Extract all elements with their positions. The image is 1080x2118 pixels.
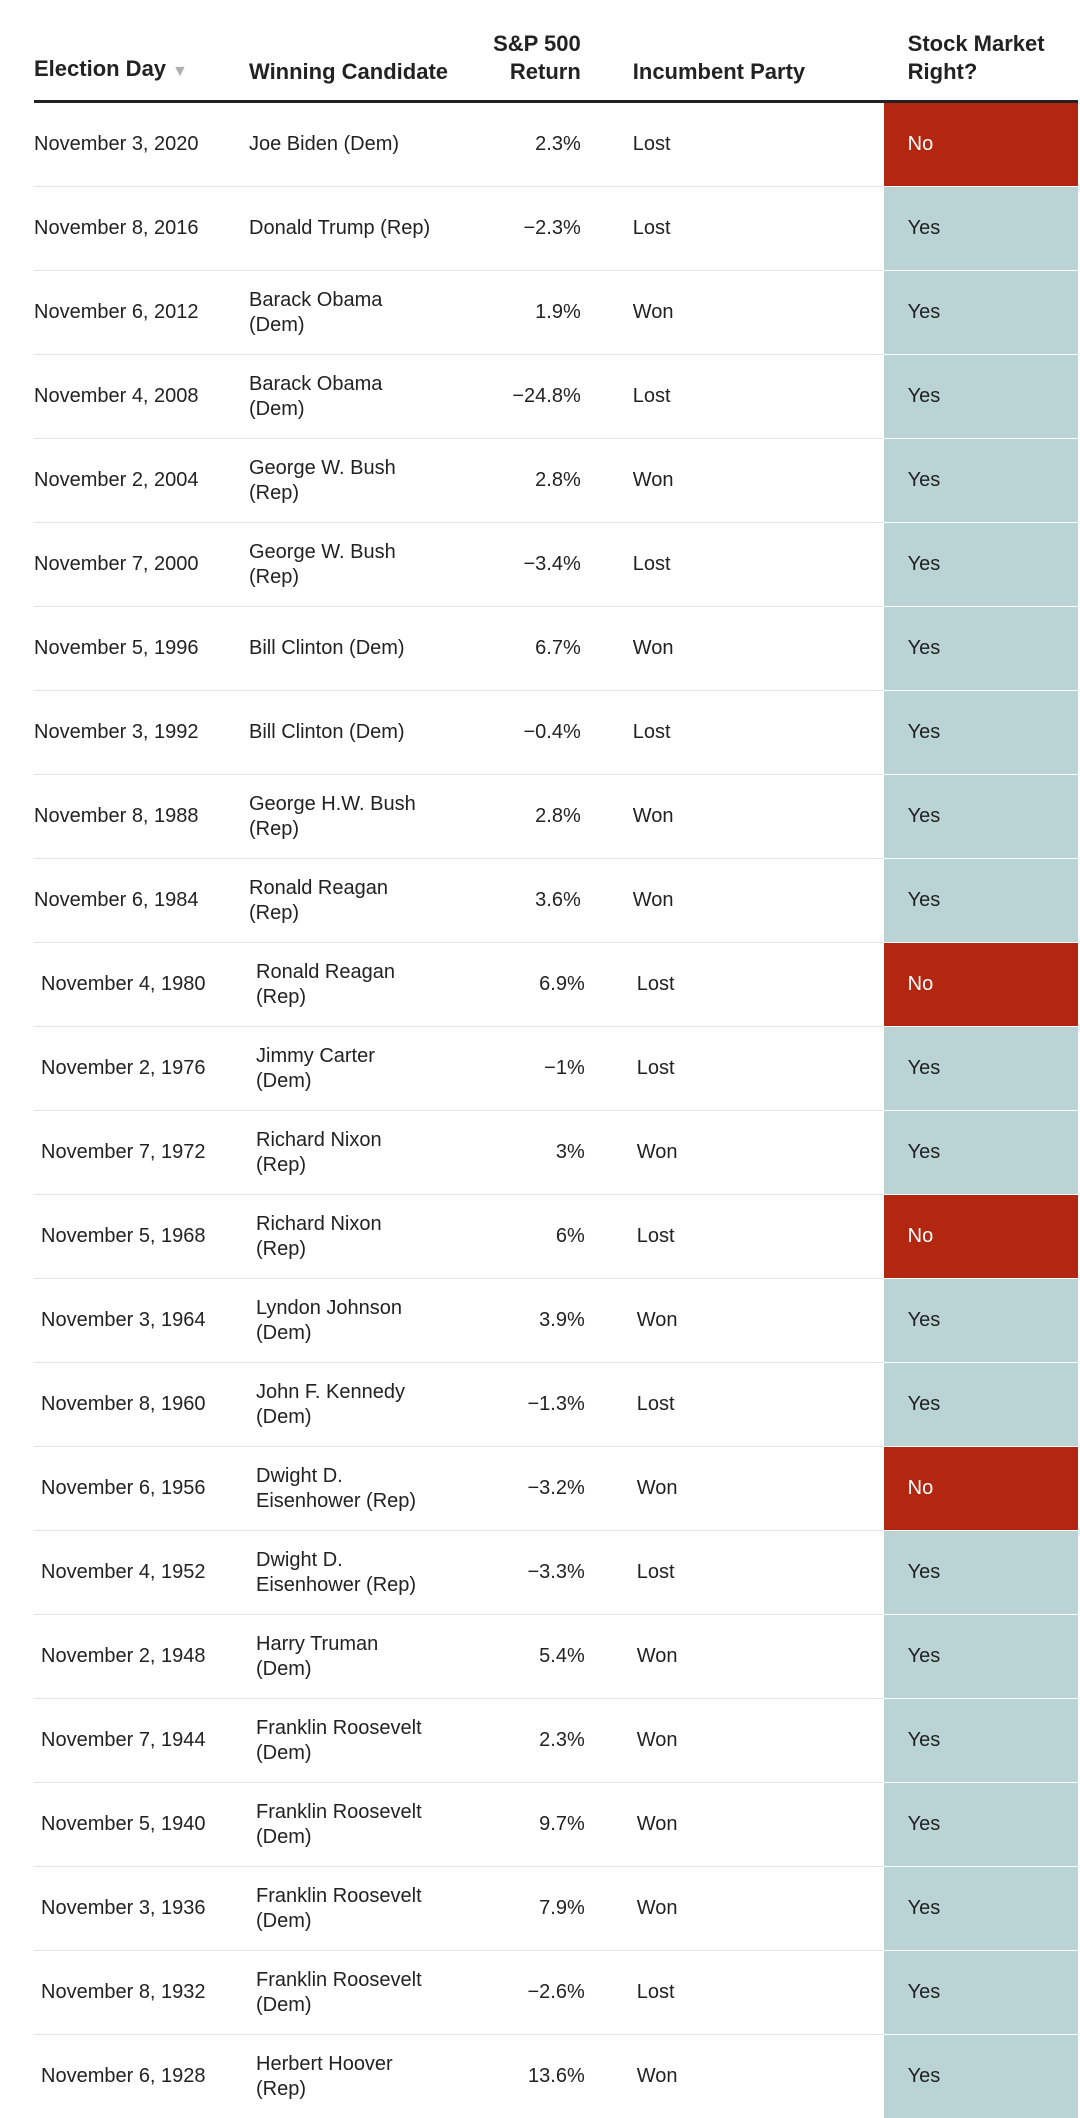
winning-candidate-cell: George H.W. Bush (Rep) — [249, 775, 456, 859]
incumbent-party-cell: Won — [611, 859, 884, 943]
incumbent-party-cell: Won — [611, 1699, 884, 1783]
incumbent-party-cell: Lost — [611, 1363, 884, 1447]
incumbent-party-cell: Won — [611, 1783, 884, 1867]
incumbent-party-cell: Lost — [611, 691, 884, 775]
winning-candidate-cell: Joe Biden (Dem) — [249, 102, 456, 187]
incumbent-party-cell: Lost — [611, 1027, 884, 1111]
column-header-sp500-return[interactable]: S&P 500 Return — [456, 12, 611, 102]
winning-candidate-cell: Richard Nixon (Rep) — [249, 1195, 456, 1279]
incumbent-party-cell: Won — [611, 607, 884, 691]
winning-candidate-cell: Dwight D. Eisenhower (Rep) — [249, 1531, 456, 1615]
sp500-return-cell: 3% — [456, 1111, 611, 1195]
winning-candidate-cell: Dwight D. Eisenhower (Rep) — [249, 1447, 456, 1531]
table-row — [34, 1027, 1078, 1111]
table-row — [34, 1615, 1078, 1699]
stock-market-right-cell: Yes — [884, 1531, 1078, 1615]
table-row — [34, 1951, 1078, 2035]
incumbent-party-cell: Won — [611, 775, 884, 859]
election-date-cell: November 8, 1932 — [34, 1951, 249, 2035]
election-date-cell: November 6, 1984 — [34, 859, 249, 943]
sp500-return-cell: 2.8% — [456, 439, 611, 523]
election-date-cell: November 4, 2008 — [34, 355, 249, 439]
table-body — [34, 102, 1078, 2118]
election-date-cell: November 5, 1968 — [34, 1195, 249, 1279]
incumbent-party-cell: Won — [611, 1867, 884, 1951]
election-date-cell: November 7, 2000 — [34, 523, 249, 607]
table-row — [34, 439, 1078, 523]
stock-market-right-cell: Yes — [884, 523, 1078, 607]
incumbent-party-cell: Lost — [611, 102, 884, 187]
stock-market-right-cell: Yes — [884, 691, 1078, 775]
winning-candidate-cell: Ronald Reagan (Rep) — [249, 943, 456, 1027]
table-row — [34, 1195, 1078, 1279]
incumbent-party-cell: Lost — [611, 523, 884, 607]
sp500-return-cell: 3.9% — [456, 1279, 611, 1363]
sp500-return-cell: 3.6% — [456, 859, 611, 943]
winning-candidate-cell: Bill Clinton (Dem) — [249, 607, 456, 691]
stock-market-right-cell: No — [884, 102, 1078, 187]
incumbent-party-cell: Won — [611, 2035, 884, 2118]
stock-market-right-cell: Yes — [884, 607, 1078, 691]
incumbent-party-cell: Lost — [611, 187, 884, 271]
table-row — [34, 607, 1078, 691]
sp500-return-cell: −0.4% — [456, 691, 611, 775]
stock-market-right-cell: Yes — [884, 1699, 1078, 1783]
sp500-return-cell: 9.7% — [456, 1783, 611, 1867]
election-date-cell: November 7, 1944 — [34, 1699, 249, 1783]
table-header — [34, 12, 1078, 102]
election-date-cell: November 2, 1948 — [34, 1615, 249, 1699]
incumbent-party-cell: Lost — [611, 1195, 884, 1279]
stock-market-right-cell: Yes — [884, 859, 1078, 943]
sp500-return-cell: 5.4% — [456, 1615, 611, 1699]
incumbent-party-cell: Lost — [611, 1951, 884, 2035]
stock-market-right-cell: Yes — [884, 1615, 1078, 1699]
stock-market-right-cell: Yes — [884, 1279, 1078, 1363]
incumbent-party-cell: Won — [611, 271, 884, 355]
incumbent-party-cell: Won — [611, 439, 884, 523]
winning-candidate-cell: Herbert Hoover (Rep) — [249, 2035, 456, 2118]
election-date-cell: November 7, 1972 — [34, 1111, 249, 1195]
stock-market-right-cell: Yes — [884, 355, 1078, 439]
table-row — [34, 1699, 1078, 1783]
table-row — [34, 1867, 1078, 1951]
winning-candidate-cell: Franklin Roosevelt (Dem) — [249, 1699, 456, 1783]
table-row — [34, 859, 1078, 943]
table-row — [34, 1279, 1078, 1363]
election-date-cell: November 6, 2012 — [34, 271, 249, 355]
election-date-cell: November 5, 1996 — [34, 607, 249, 691]
incumbent-party-cell: Lost — [611, 943, 884, 1027]
header-row — [34, 12, 1078, 102]
election-date-cell: November 3, 1936 — [34, 1867, 249, 1951]
winning-candidate-cell: Ronald Reagan (Rep) — [249, 859, 456, 943]
incumbent-party-cell: Lost — [611, 355, 884, 439]
table-row — [34, 1111, 1078, 1195]
stock-market-right-cell: Yes — [884, 2035, 1078, 2118]
table-row — [34, 523, 1078, 607]
sp500-return-cell: 13.6% — [456, 2035, 611, 2118]
election-date-cell: November 3, 2020 — [34, 102, 249, 187]
election-date-cell: November 2, 2004 — [34, 439, 249, 523]
election-date-cell: November 3, 1964 — [34, 1279, 249, 1363]
column-header-incumbent-party[interactable]: Incumbent Party — [611, 12, 884, 102]
sp500-return-cell: −3.3% — [456, 1531, 611, 1615]
incumbent-party-cell: Won — [611, 1615, 884, 1699]
election-results-table — [34, 12, 1078, 2118]
sp500-return-cell: 2.3% — [456, 1699, 611, 1783]
sp500-return-cell: −1% — [456, 1027, 611, 1111]
stock-market-right-cell: Yes — [884, 1111, 1078, 1195]
winning-candidate-cell: George W. Bush (Rep) — [249, 523, 456, 607]
election-date-cell: November 8, 1988 — [34, 775, 249, 859]
table-row — [34, 943, 1078, 1027]
winning-candidate-cell: Lyndon Johnson (Dem) — [249, 1279, 456, 1363]
sp500-return-cell: 6.9% — [456, 943, 611, 1027]
stock-market-right-cell: No — [884, 1447, 1078, 1531]
winning-candidate-cell: Donald Trump (Rep) — [249, 187, 456, 271]
stock-market-right-cell: Yes — [884, 775, 1078, 859]
winning-candidate-cell: George W. Bush (Rep) — [249, 439, 456, 523]
incumbent-party-cell: Won — [611, 1447, 884, 1531]
winning-candidate-cell: Barack Obama (Dem) — [249, 355, 456, 439]
election-date-cell: November 8, 2016 — [34, 187, 249, 271]
sp500-return-cell: 2.8% — [456, 775, 611, 859]
winning-candidate-cell: Richard Nixon (Rep) — [249, 1111, 456, 1195]
sp500-return-cell: 1.9% — [456, 271, 611, 355]
incumbent-party-cell: Won — [611, 1279, 884, 1363]
incumbent-party-cell: Won — [611, 1111, 884, 1195]
sp500-return-cell: −3.2% — [456, 1447, 611, 1531]
sp500-return-cell: 6% — [456, 1195, 611, 1279]
sp500-return-cell: −2.3% — [456, 187, 611, 271]
election-date-cell: November 5, 1940 — [34, 1783, 249, 1867]
winning-candidate-cell: Barack Obama (Dem) — [249, 271, 456, 355]
election-date-cell: November 6, 1956 — [34, 1447, 249, 1531]
winning-candidate-cell: Franklin Roosevelt (Dem) — [249, 1951, 456, 2035]
stock-market-right-cell: No — [884, 1195, 1078, 1279]
winning-candidate-cell: Bill Clinton (Dem) — [249, 691, 456, 775]
stock-market-right-cell: Yes — [884, 1951, 1078, 2035]
winning-candidate-cell: Franklin Roosevelt (Dem) — [249, 1867, 456, 1951]
sp500-return-cell: −2.6% — [456, 1951, 611, 2035]
sp500-return-cell: −1.3% — [456, 1363, 611, 1447]
column-header-stock-market-right[interactable]: Stock Market Right? — [884, 12, 1078, 102]
stock-market-right-cell: No — [884, 943, 1078, 1027]
table-row — [34, 1531, 1078, 1615]
winning-candidate-cell: Jimmy Carter (Dem) — [249, 1027, 456, 1111]
election-date-cell: November 6, 1928 — [34, 2035, 249, 2118]
winning-candidate-cell: Harry Truman (Dem) — [249, 1615, 456, 1699]
winning-candidate-cell: John F. Kennedy (Dem) — [249, 1363, 456, 1447]
table-row — [34, 1447, 1078, 1531]
election-date-cell: November 4, 1980 — [34, 943, 249, 1027]
table-row — [34, 1363, 1078, 1447]
winning-candidate-cell: Franklin Roosevelt (Dem) — [249, 1783, 456, 1867]
table-row — [34, 691, 1078, 775]
election-date-cell: November 2, 1976 — [34, 1027, 249, 1111]
election-date-cell: November 4, 1952 — [34, 1531, 249, 1615]
stock-market-right-cell: Yes — [884, 1363, 1078, 1447]
election-date-cell: November 8, 1960 — [34, 1363, 249, 1447]
stock-market-right-cell: Yes — [884, 1783, 1078, 1867]
stock-market-right-cell: Yes — [884, 1027, 1078, 1111]
table-row — [34, 102, 1078, 187]
stock-market-right-cell: Yes — [884, 1867, 1078, 1951]
sort-down-icon[interactable]: ▼ — [172, 63, 188, 80]
table-row — [34, 775, 1078, 859]
election-date-cell: November 3, 1992 — [34, 691, 249, 775]
sp500-return-cell: 6.7% — [456, 607, 611, 691]
table-row — [34, 2035, 1078, 2118]
sp500-return-cell: 7.9% — [456, 1867, 611, 1951]
sp500-return-cell: −3.4% — [456, 523, 611, 607]
incumbent-party-cell: Lost — [611, 1531, 884, 1615]
column-header-winning-candidate[interactable]: Winning Candidate — [249, 12, 456, 102]
column-header-election-day[interactable] — [34, 12, 249, 102]
table-row — [34, 271, 1078, 355]
table-row — [34, 1783, 1078, 1867]
table-row — [34, 187, 1078, 271]
election-day-label: Election Day — [34, 56, 166, 81]
sp500-return-cell: 2.3% — [456, 102, 611, 187]
stock-market-right-cell: Yes — [884, 439, 1078, 523]
table-row — [34, 355, 1078, 439]
sp500-return-cell: −24.8% — [456, 355, 611, 439]
stock-market-right-cell: Yes — [884, 271, 1078, 355]
stock-market-right-cell: Yes — [884, 187, 1078, 271]
